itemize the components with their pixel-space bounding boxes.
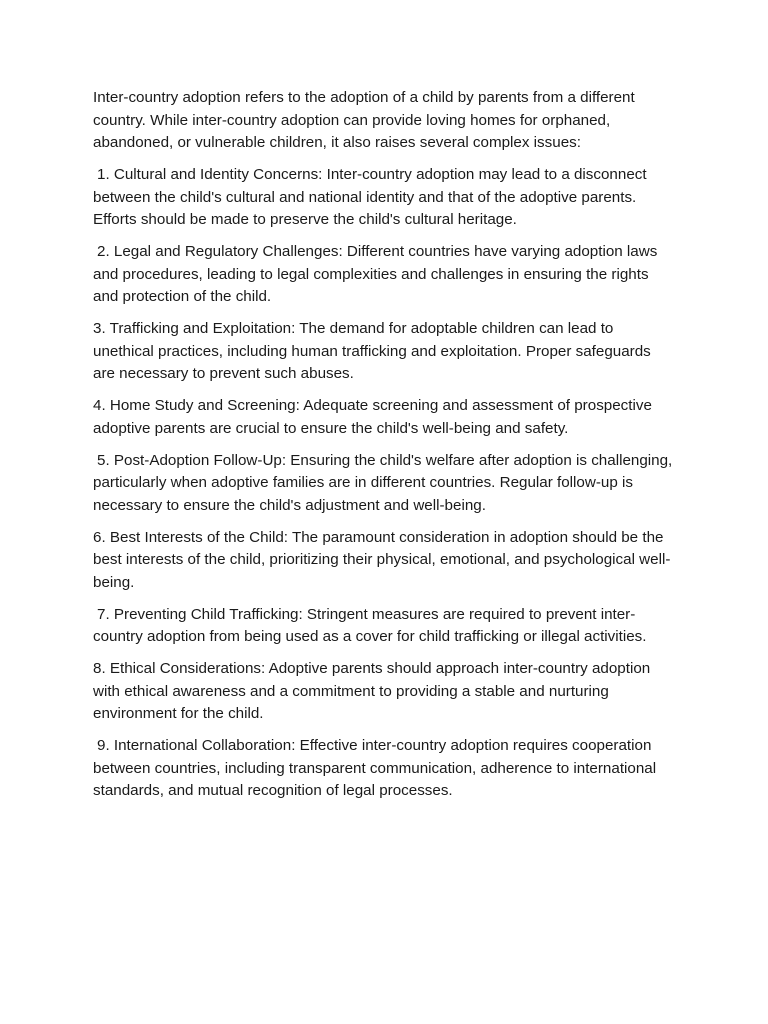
list-item-international-collaboration: 9. International Collaboration: Effective inter-country adoption requires cooperation between countries, including transparent communication, adherence to international standards, and mutual recognition of legal processes. bbox=[93, 737, 657, 799]
list-item-best-interests: 6. Best Interests of the Child: The paramount consideration in adoption should be the best interests of the child, prioritizing their physical, emotional, and psychological well-being. bbox=[93, 528, 671, 591]
document-body bbox=[93, 87, 675, 812]
list-item-post-adoption: 5. Post-Adoption Follow-Up: Ensuring the child's welfare after adoption is challenging, particularly when adoptive families are in different countries. Regular follow-up is necessary to ensure the child's adjustment and well-being. bbox=[93, 451, 673, 514]
list-item-cultural-identity: 1. Cultural and Identity Concerns: Inter-country adoption may lead to a disconnect between the child's cultural and national identity and that of the adoptive parents. Efforts should be made to preserve the child's cultural heritage. bbox=[93, 166, 647, 228]
intro-paragraph: Inter-country adoption refers to the adoption of a child by parents from a different country. While inter-country adoption can provide loving homes for orphaned, abandoned, or vulnerable children, it also raises several complex issues: bbox=[93, 89, 635, 151]
list-item-home-study: 4. Home Study and Screening: Adequate screening and assessment of prospective adoptive parents are crucial to ensure the child's well-being and safety. bbox=[93, 397, 652, 437]
list-item-preventing-trafficking: 7. Preventing Child Trafficking: Stringent measures are required to prevent inter-country adoption from being used as a cover for child trafficking or illegal activities. bbox=[93, 605, 647, 645]
list-item-trafficking-exploitation: 3. Trafficking and Exploitation: The demand for adoptable children can lead to unethical practices, including human trafficking and exploitation. Proper safeguards are necessary to prevent such abuses. bbox=[93, 320, 651, 382]
list-item-ethical-considerations: 8. Ethical Considerations: Adoptive parents should approach inter-country adoption with ethical awareness and a commitment to providing a stable and nurturing environment for the child. bbox=[93, 660, 651, 722]
list-item-legal-regulatory: 2. Legal and Regulatory Challenges: Different countries have varying adoption laws and procedures, leading to legal complexities and challenges in ensuring the rights and protection of the child. bbox=[93, 243, 658, 305]
